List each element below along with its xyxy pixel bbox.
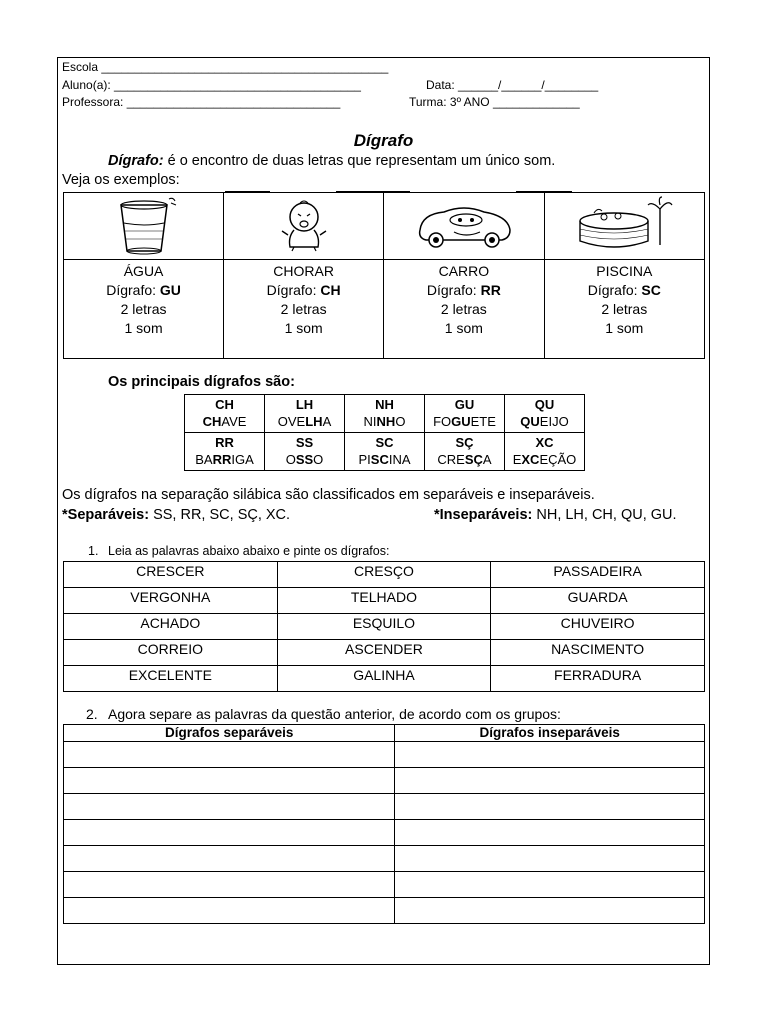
example-word: CHORAR: [273, 263, 334, 279]
page-title: Dígrafo: [353, 131, 414, 150]
example-image-cell: [224, 193, 384, 260]
example-word: CARRO: [438, 263, 490, 279]
swimming-pool-icon: [574, 195, 674, 255]
answer-cell[interactable]: [395, 820, 705, 846]
example-cell: [384, 260, 544, 359]
question-1-number: 1.: [88, 544, 99, 558]
example-sound: 1 som: [284, 320, 323, 336]
example-image-cell: [544, 193, 704, 260]
example-letters: 2 letras: [440, 301, 487, 317]
inseparaveis-line: *Inseparáveis: NH, LH, CH, QU, GU.: [434, 507, 677, 523]
answer-cell[interactable]: [64, 872, 395, 898]
example-letters: 2 letras: [280, 301, 327, 317]
date-field: Data: ______/______/________: [426, 78, 599, 92]
word-cell[interactable]: ESQUILO: [277, 614, 491, 640]
word-cell[interactable]: ACHADO: [64, 614, 278, 640]
crying-baby-icon: [274, 197, 334, 253]
cartoon-car-icon: [414, 200, 514, 250]
digraph-cell: LH OVELHA: [265, 395, 345, 433]
answer-cell[interactable]: [64, 794, 395, 820]
example-image-cell: [64, 193, 224, 260]
question-2-number: 2.: [86, 706, 98, 722]
digraph-cell: XC EXCEÇÃO: [505, 433, 585, 471]
digraph-cell: RR BARRIGA: [185, 433, 265, 471]
digraph-cell: CH CHAVE: [185, 395, 265, 433]
separaveis-header: Dígrafos separáveis: [64, 725, 395, 742]
example-letters: 2 letras: [601, 301, 648, 317]
answer-cell[interactable]: [64, 742, 395, 768]
word-cell[interactable]: CRESÇO: [277, 562, 491, 588]
answer-cell[interactable]: [395, 872, 705, 898]
student-field: Aluno(a): _____________________________________: [62, 78, 361, 92]
answer-cell[interactable]: [395, 742, 705, 768]
word-cell[interactable]: GALINHA: [277, 666, 491, 692]
school-field: Escola ___________________________________________: [62, 60, 389, 74]
digraphs-table: [184, 394, 585, 471]
digraph-cell: GU FOGUETE: [425, 395, 505, 433]
digraph-cell: SÇ CRESÇA: [425, 433, 505, 471]
digraph-cell: SS OSSO: [265, 433, 345, 471]
example-sound: 1 som: [124, 320, 163, 336]
example-digraph: Dígrafo: RR: [426, 282, 501, 298]
example-sound: 1 som: [444, 320, 483, 336]
digraph-cell: SC PISCINA: [345, 433, 425, 471]
answer-cell[interactable]: [64, 768, 395, 794]
example-digraph: Dígrafo: SC: [587, 282, 661, 298]
word-cell[interactable]: TELHADO: [277, 588, 491, 614]
example-word: ÁGUA: [123, 263, 164, 279]
word-cell[interactable]: GUARDA: [491, 588, 705, 614]
principais-title: Os principais dígrafos são:: [108, 374, 295, 390]
glass-of-water-icon: [109, 195, 179, 255]
answer-cell[interactable]: [395, 846, 705, 872]
digraph-cell: NH NINHO: [345, 395, 425, 433]
question-1-text: Leia as palavras abaixo abaixo e pinte os dígrafos:: [108, 544, 390, 558]
class-field: Turma: 3º ANO _____________: [409, 95, 580, 109]
word-cell[interactable]: VERGONHA: [64, 588, 278, 614]
word-cell[interactable]: NASCIMENTO: [491, 640, 705, 666]
question-2-text: Agora separe as palavras da questão anterior, de acordo com os grupos:: [108, 706, 561, 722]
inseparaveis-header: Dígrafos inseparáveis: [395, 725, 705, 742]
example-digraph: Dígrafo: CH: [266, 282, 341, 298]
answer-cell[interactable]: [395, 768, 705, 794]
word-cell[interactable]: PASSADEIRA: [491, 562, 705, 588]
word-cell[interactable]: ASCENDER: [277, 640, 491, 666]
example-word: PISCINA: [596, 263, 653, 279]
examples-intro: Veja os exemplos:: [62, 172, 180, 188]
classification-text: Os dígrafos na separação silábica são classificados em separáveis e inseparáveis.: [62, 487, 595, 503]
example-cell: [64, 260, 224, 359]
example-digraph: Dígrafo: GU: [106, 282, 181, 298]
answer-cell[interactable]: [64, 898, 395, 924]
word-cell[interactable]: CRESCER: [64, 562, 278, 588]
answer-cell[interactable]: [64, 820, 395, 846]
example-sound: 1 som: [605, 320, 644, 336]
teacher-field: Professora: ________________________________: [62, 95, 341, 109]
answer-cell[interactable]: [395, 794, 705, 820]
definition-text: é o encontro de duas letras que representam um único som.: [163, 153, 556, 169]
answer-cell[interactable]: [395, 898, 705, 924]
words-table: [63, 561, 705, 692]
answer-cell[interactable]: [64, 846, 395, 872]
example-cell: [224, 260, 384, 359]
word-cell[interactable]: CHUVEIRO: [491, 614, 705, 640]
examples-table: [63, 192, 705, 359]
definition-term: Dígrafo:: [108, 153, 164, 169]
definition: [108, 153, 555, 169]
separaveis-line: *Separáveis: SS, RR, SC, SÇ, XC.: [62, 507, 291, 523]
example-cell: [544, 260, 704, 359]
digraph-cell: QU QUEIJO: [505, 395, 585, 433]
example-image-cell: [384, 193, 544, 260]
separation-table: [63, 724, 705, 924]
word-cell[interactable]: EXCELENTE: [64, 666, 278, 692]
example-letters: 2 letras: [120, 301, 167, 317]
word-cell[interactable]: CORREIO: [64, 640, 278, 666]
word-cell[interactable]: FERRADURA: [491, 666, 705, 692]
